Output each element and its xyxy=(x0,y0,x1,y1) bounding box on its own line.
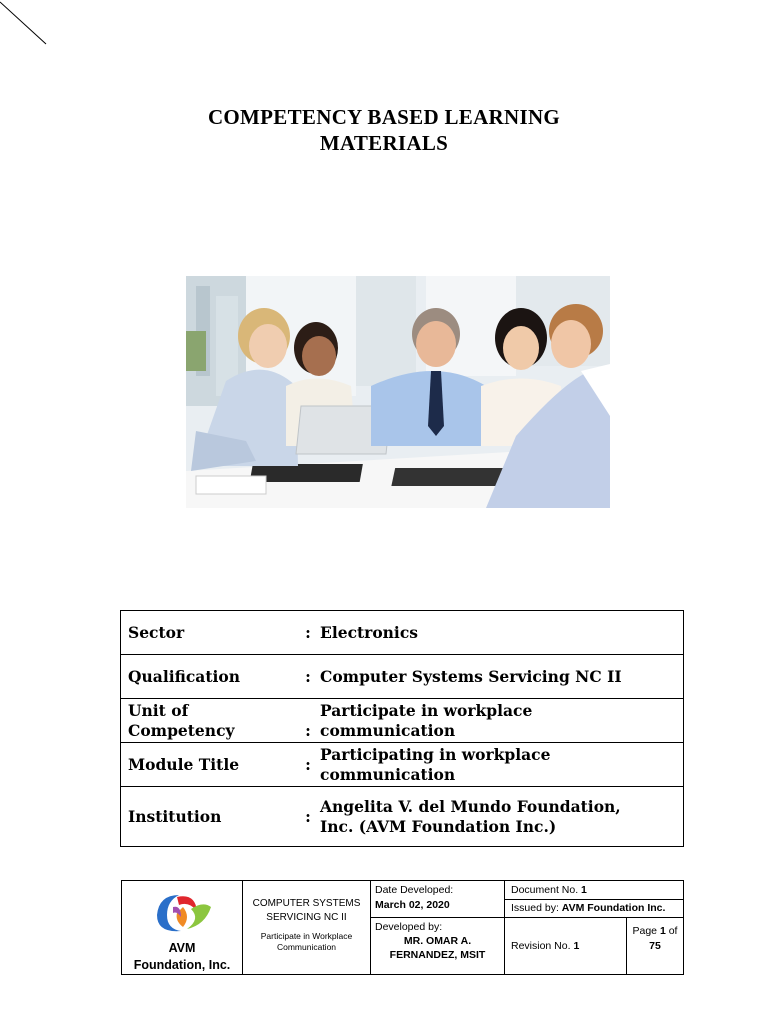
module-line-1: Participate in Workplace xyxy=(260,931,353,941)
page-of: of xyxy=(668,925,678,938)
page-total: 75 xyxy=(649,940,661,953)
qualification-line-1: COMPUTER SYSTEMS xyxy=(252,898,361,909)
doc-no-value: 1 xyxy=(581,884,587,896)
logo-text-line-2: Foundation, Inc. xyxy=(133,958,231,972)
colon: : xyxy=(298,699,318,743)
revision-cell xyxy=(505,918,627,975)
developer-line-2: FERNANDEZ, MSIT xyxy=(389,949,486,962)
module-title-value xyxy=(318,743,684,787)
info-row-unit xyxy=(121,699,684,743)
avm-logo-icon xyxy=(147,887,217,937)
info-row-qualification xyxy=(121,655,684,699)
issued-value: AVM Foundation Inc. xyxy=(561,902,666,914)
page-value: 1 xyxy=(659,925,666,938)
colon: : xyxy=(298,743,318,787)
info-row-sector xyxy=(121,611,684,655)
info-row-institution xyxy=(121,787,684,847)
document-info-cell xyxy=(505,881,684,918)
issued-label: Issued by: xyxy=(511,902,559,914)
colon: : xyxy=(298,611,318,655)
developer-cell xyxy=(371,918,505,975)
info-row-module-title xyxy=(121,743,684,787)
institution-line-2: Inc. (AVM Foundation Inc.) xyxy=(320,816,557,836)
title-line-1: COMPETENCY BASED LEARNING xyxy=(207,105,561,129)
colon: : xyxy=(298,787,318,847)
date-label: Date Developed: xyxy=(375,884,454,896)
developer-line-1: MR. OMAR A. xyxy=(403,935,472,948)
institution-line-1: Angelita V. del Mundo Foundation, xyxy=(320,796,621,816)
unit-label xyxy=(121,699,299,743)
logo-text-line-1: AVM xyxy=(168,941,196,955)
institution-value xyxy=(318,787,684,847)
sector-label: Sector xyxy=(121,611,299,655)
unit-value xyxy=(318,699,684,743)
corner-decoration-line xyxy=(0,0,60,50)
colon: : xyxy=(298,655,318,699)
revision-value: 1 xyxy=(573,940,580,953)
developed-label: Developed by: xyxy=(375,921,443,934)
date-cell xyxy=(371,881,505,918)
unit-value-line-2: communication xyxy=(320,720,456,740)
document-title xyxy=(0,104,768,156)
module-line-2: Communication xyxy=(276,942,337,952)
cover-photo xyxy=(186,276,610,508)
revision-label: Revision No. xyxy=(511,940,571,953)
sector-value: Electronics xyxy=(318,611,684,655)
unit-label-line-1: Unit of xyxy=(128,700,189,720)
qualification-cell xyxy=(243,881,371,975)
institution-label: Institution xyxy=(121,787,299,847)
module-title-line-2: communication xyxy=(320,764,456,784)
date-value: March 02, 2020 xyxy=(375,899,450,911)
page-cell xyxy=(627,918,684,975)
unit-value-line-1: Participate in workplace xyxy=(320,700,533,720)
module-title-label: Module Title xyxy=(121,743,299,787)
page-label: Page xyxy=(632,925,658,938)
unit-label-line-2: Competency xyxy=(128,720,235,740)
module-info-table xyxy=(120,610,684,847)
qualification-line-2: SERVICING NC II xyxy=(266,912,347,923)
title-line-2: MATERIALS xyxy=(319,131,449,155)
qualification-label: Qualification xyxy=(121,655,299,699)
doc-no-label: Document No. xyxy=(511,884,579,896)
module-title-line-1: Participating in workplace xyxy=(320,744,551,764)
qualification-value: Computer Systems Servicing NC II xyxy=(318,655,684,699)
logo-cell xyxy=(122,881,243,975)
document-footer-table xyxy=(121,880,684,975)
